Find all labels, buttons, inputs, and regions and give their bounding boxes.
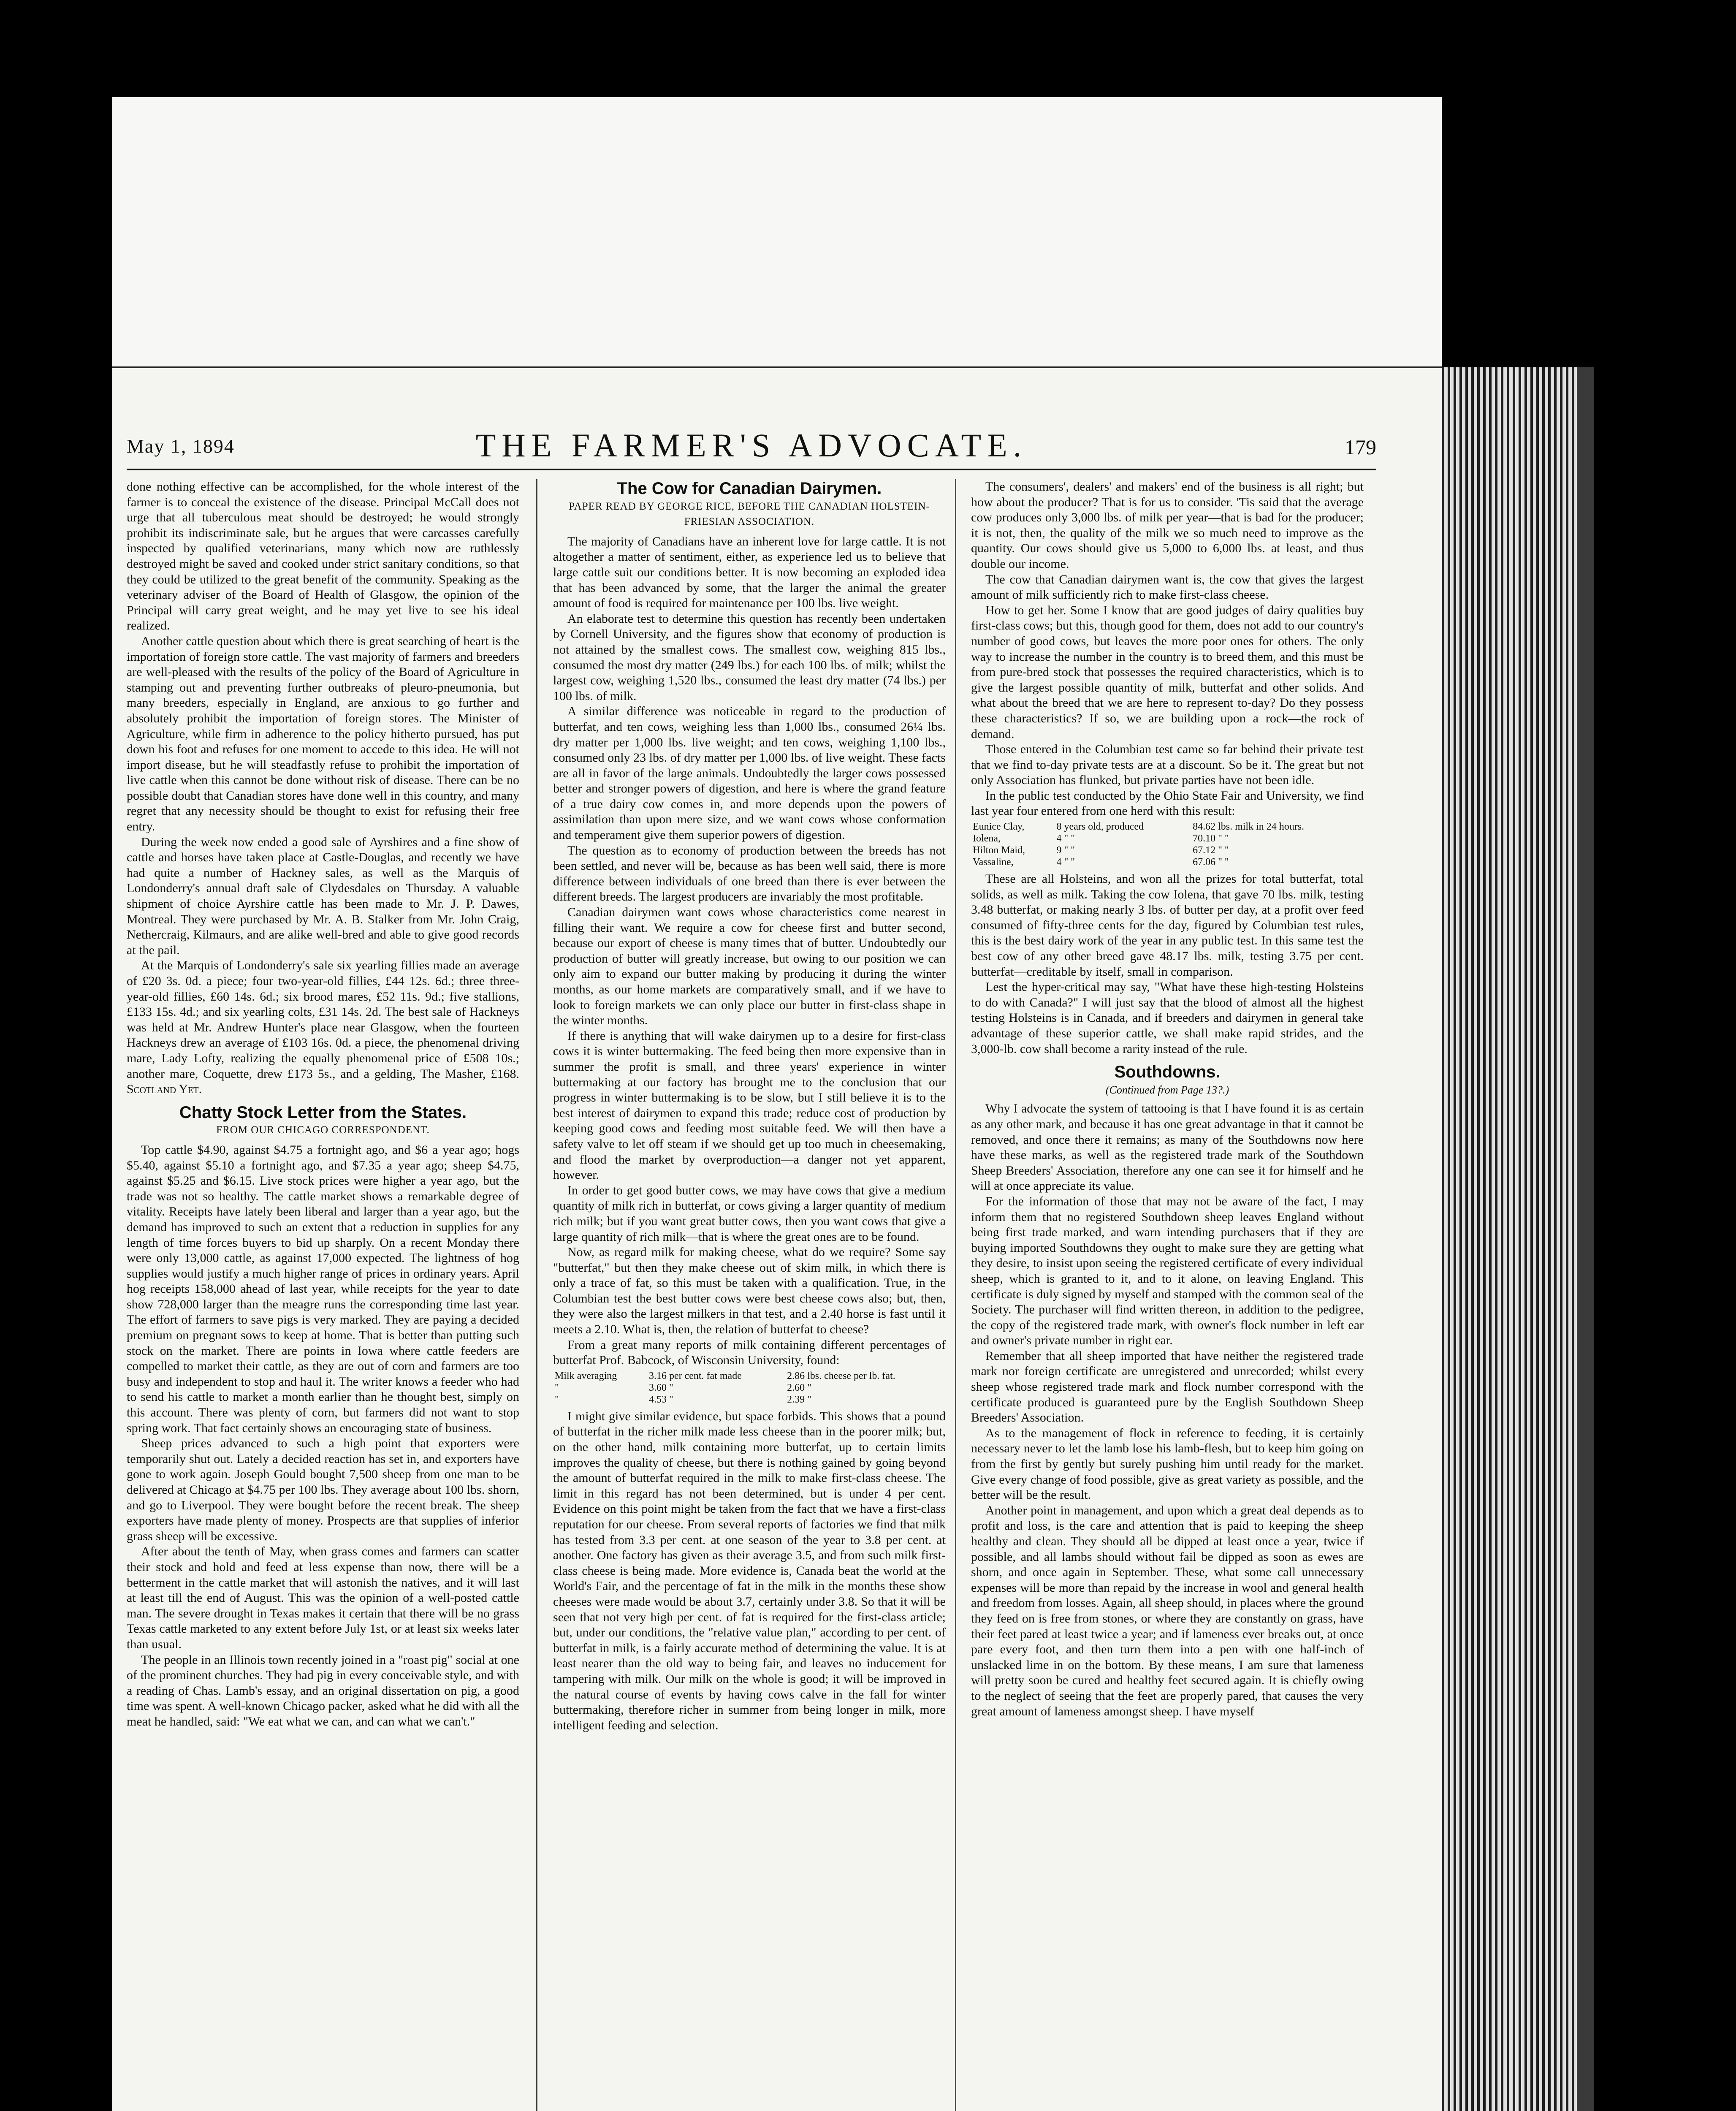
paragraph: The consumers', dealers' and makers' end of the business is all right; but how about the producer? That is for us to consider. 'Tis said that the average cow produces only 3,000 lbs. of milk per year—that is bad for the producer; it is not, then, the quality of the milk we so much need to improve as the quantity. Our cows should give us 5,000 to 6,000 lbs. at least, and thus double our income. bbox=[971, 480, 1364, 571]
table-cell: 2.39 " bbox=[787, 1394, 811, 1405]
book-spine-shadow bbox=[1577, 367, 1594, 2111]
paragraph: Remember that all sheep imported that have neither the registered trade mark nor foreign certificate are unregistered and unrecorded; whilst every sheep whose registered trade mark and flock number correspond with the certificate produced is guaranteed pure by the English Southdown Sheep Breeders' Association. bbox=[971, 1349, 1364, 1425]
paragraph: In order to get good butter cows, we may have cows that give a medium quantity of milk rich in butterfat, or cows giving a larger quantity of medium rich milk; but if you want great butter cows, then you want cows that give a large quantity of rich milk—that is where the great ones are to be found. bbox=[553, 1183, 946, 1244]
article-byline: PAPER READ BY GEORGE RICE, BEFORE THE CANADIAN HOLSTEIN-FRIESIAN ASSOCIATION. bbox=[569, 500, 930, 528]
table-cell: Iolena, bbox=[973, 833, 1001, 844]
paragraph: Now, as regard milk for making cheese, what do we require? Some say "butterfat," but then they make cheese out of skim milk, in which there is only a trace of fat, so this must be taken with a qualification. True, in the Columbian test the best butter cows were best cheese cows also; but, then, they were also the largest milkers in that test, and a 2.40 horse is fast until it meets a 2.10. What is, then, the relation of butterfat to cheese? bbox=[553, 1245, 946, 1337]
column-separator bbox=[955, 479, 956, 2111]
paragraph: Lest the hyper-critical may say, "What have these high-testing Holsteins to do with Canada?" I will just say that the blood of almost all the highest testing Holsteins is in Canada, and if breeders and dairymen in general take advantage of these superior cattle, we shall make rapid strides, and the 3,000-lb. cow shall become a rarity instead of the rule. bbox=[971, 980, 1364, 1056]
page-number: 179 bbox=[1345, 435, 1376, 459]
paragraph: If there is anything that will wake dairymen up to a desire for first-class cows it is winter buttermaking. The feed being then more expensive than in summer the profit is small, and three years' experience in winter buttermaking at our factory has brought me to the conclusion that our progress in winter buttermaking is to be slow, but I still believe it is to the best interest of dairymen to expand this trade; reduce cost of production by keeping good cows and feeding most suitable feed. We will then have a safety valve to let off steam if we should get up too much in cheesemaking, and flood the market by overproduction—a danger not yet apparent, however. bbox=[553, 1028, 946, 1182]
article-headline: Chatty Stock Letter from the States. bbox=[179, 1103, 467, 1122]
column-1 bbox=[127, 479, 519, 2111]
table-cell: 8 years old, produced bbox=[1056, 821, 1144, 833]
table-cell: 67.06 " " bbox=[1193, 857, 1229, 868]
table-cell: 9 " " bbox=[1056, 845, 1075, 856]
paragraph: Sheep prices advanced to such a high point that exporters were temporarily shut out. Lately a decided reaction has set in, and exporters have gone to work again. Joseph Gould bought 7,500 sheep from one man to be delivered at Chicago at $4.75 per 100 lbs. They average about 100 lbs. shorn, and go to Liverpool. They were bought before the recent break. The sheep exporters have made plenty of money. Prospects are that supplies of inferior grass sheep will be excessive. bbox=[127, 1436, 519, 1543]
table-row bbox=[553, 1394, 946, 1406]
issue-date: May 1, 1894 bbox=[127, 435, 235, 457]
paragraph: done nothing effective can be accomplished, for the whole interest of the farmer is to conceal the existence of the disease. Principal McCall does not urge that all tuberculous meat should be destroyed; he would strongly prohibit its indiscriminate sale, but he argues that were carcasses carefully inspected by qualified veterinarians, many which now are ruthlessly destroyed might be saved and cooked under strict sanitary conditions, so that they could be utilized to the great benefit of the community. Speaking as the veterinary adviser of the Board of Health of Glasgow, the opinion of the Principal will carry great weight, and he may yet live to see his ideal realized. bbox=[127, 480, 519, 633]
table-cell: " bbox=[555, 1394, 559, 1405]
column-3 bbox=[971, 479, 1364, 2111]
article-headline: The Cow for Canadian Dairymen. bbox=[617, 479, 882, 498]
table-cell: Eunice Clay, bbox=[973, 821, 1025, 833]
table-cell: 4.53 " bbox=[648, 1394, 673, 1405]
table-cell: Hilton Maid, bbox=[973, 845, 1025, 856]
paragraph: In the public test conducted by the Ohio State Fair and University, we find last year four entered from one herd with this result: bbox=[971, 788, 1364, 818]
table-cell: 4 " " bbox=[1056, 833, 1075, 844]
paragraph: After about the tenth of May, when grass comes and farmers can scatter their stock and hold and feed at less expense than now, there will be a betterment in the cattle market that will astonish the natives, and it will last at least till the end of August. This was the opinion of a well-posted cattle man. The severe drought in Texas makes it certain that there will be no grass Texas cattle marketed to any extent before July 1st, or at least six weeks later than usual. bbox=[127, 1544, 519, 1651]
paragraph: These are all Holsteins, and won all the prizes for total butterfat, total solids, as well as milk. Taking the cow Iolena, that gave 70 lbs. milk, testing 3.48 butterfat, or making nearly 3 lbs. of butter per day, at a profit over feed consumed of fifty-three cents for the day, figured by Columbian test rules, this is the best dairy work of the year in any public test. In this same test the best cow of any other breed gave 48.17 lbs. milk, testing 3.75 per cent. butterfat—creditable by itself, small in comparison. bbox=[971, 872, 1364, 979]
paragraph bbox=[127, 958, 519, 1097]
table-cell: 2.60 " bbox=[787, 1382, 811, 1393]
table-row bbox=[971, 844, 1364, 856]
masthead-title: THE FARMER'S ADVOCATE. bbox=[475, 427, 1028, 464]
table-cell: " bbox=[555, 1382, 559, 1393]
paragraph: Why I advocate the system of tattooing is that I have found it is as certain as any other mark, and because it has one great advantage in that it cannot be removed, and once there it remains; as many of the Southdowns now here have these marks, as well as the registered trade mark of the Southdown Sheep Breeders' Association, therefore any one can see it for himself and he will at once appreciate its value. bbox=[971, 1102, 1364, 1193]
article-byline: FROM OUR CHICAGO CORRESPONDENT. bbox=[216, 1124, 430, 1136]
cow-test-table bbox=[971, 821, 1364, 868]
paragraph: The majority of Canadians have an inherent love for large cattle. It is not altogether a matter of sentiment, either, as experience led us to believe that large cattle suit our conditions better. It is now becoming an exploded idea that has been advanced by some, that the larger the animal the greater amount of food is required for maintenance per 100 lbs. live weight. bbox=[553, 534, 946, 611]
paragraph: Those entered in the Columbian test came so far behind their private test that we find to-day private tests are at a discount. So be it. The great but not only Association has flunked, but private parties have not been idle. bbox=[971, 742, 1364, 787]
table-cell: Vassaline, bbox=[973, 857, 1014, 868]
table-cell: 4 " " bbox=[1056, 857, 1075, 868]
paragraph: I might give similar evidence, but space forbids. This shows that a pound of butterfat in the richer milk made less cheese than in the poorer milk; but, on the other hand, milk containing more butterfat, up to certain limits improves the quality of cheese, but there is nothing gained by going beyond the amount of butterfat required in the milk to make first-class cheese. The limit in this regard has not been determined, but is under 4 per cent. Evidence on this point might be taken from the fact that we have a first-class reputation for our cheese. From several reports of factories we find that milk has tested from 3.3 per cent. at one season of the year to 3.8 per cent. at another. One factory has given as their average 3.5, and from such milk first-class cheese is being made. More evidence is, Canada beat the world at the World's Fair, and the percentage of fat in the milk in the months these show cheeses were made would be about 3.7, certainly under 3.8. So that it will be seen that not very high per cent. of fat is required for the first-class article; but, under our conditions, the "relative value plan," according to per cent. of butterfat in milk, is a fairly accurate method of determining the value. It is at least nearer than the old way to being fair, and leaves no inducement for tampering with milk. Our milk on the whole is good; it will be improved in the natural course of events by having cows calve in the fall for winter buttermaking, therefore richer in summer from being longer in milk, more intelligent feeding and selection. bbox=[553, 1409, 946, 1732]
article-headline: Southdowns. bbox=[1114, 1063, 1221, 1082]
paragraph: How to get her. Some I know that are good judges of dairy qualities buy first-class cows; but this, though good for them, does not add to our country's number of good cows, but leaves the more poor ones for others. The only way to increase the number in the country is to breed them, and this must be from pure-bred stock that possesses the required characteristics, which is to give the largest possible quantity of milk, butterfat and other solids. And what about the breed that we are here to represent to-day? Do they possess these characteristics? If so, we are building upon a rock—the rock of demand. bbox=[971, 603, 1364, 741]
paragraph: A similar difference was noticeable in regard to the production of butterfat, and ten cows, weighing less than 1,000 lbs., consumed 26¼ lbs. dry matter per 1,000 lbs. live weight; and ten cows, weighing 1,100 lbs., consumed only 23 lbs. of dry matter per 1,000 lbs. of live weight. These facts are all in favor of the large animals. Undoubtedly the larger cows possessed better and stronger powers of digestion, and here is where the grand feature of a true dairy cow comes in, and more depends upon the powers of assimilation than upon mere size, and we want cows whose conformation and temperament give them superior powers of digestion. bbox=[553, 704, 946, 842]
table-cell: 70.10 " " bbox=[1193, 833, 1229, 844]
column-separator bbox=[536, 479, 537, 2111]
column-2 bbox=[553, 479, 946, 2111]
paragraph: As to the management of flock in reference to feeding, it is certainly necessary never to let the lamb lose his lamb-flesh, but to keep him going on from the first by gently but surely pushing him until ready for the market. Give every change of food possible, give as great variety as possible, and the better will be the result. bbox=[971, 1426, 1364, 1502]
page-header bbox=[127, 426, 1376, 464]
paragraph: Canadian dairymen want cows whose characteristics come nearest in filling their want. We require a cow for cheese first and butter second, because our export of cheese is many times that of butter. Undoubtedly our production of butter will greatly increase, but owing to our position we can only aim to expand our butter making by producing it during the winter months, as our home markets are comparatively small, and if we have to look to foreign markets we can only place our butter in first-class shape in the winter months. bbox=[553, 905, 946, 1028]
paragraph: The question as to economy of production between the breeds has not been settled, and never will be, because as has been well said, there is more difference between individuals of one breed than there is ever between the different breeds. The largest producers are invariably the most profitable. bbox=[553, 843, 946, 904]
fold-line bbox=[112, 366, 1442, 368]
continued-note: (Continued from Page 13?.) bbox=[1105, 1083, 1229, 1096]
paragraph: From a great many reports of milk containing different percentages of butterfat Prof. Babcock, of Wisconsin University, found: bbox=[553, 1338, 946, 1368]
paragraph: An elaborate test to determine this question has recently been undertaken by Cornell University, and the figures show that economy of production is not attained by the smallest cows. The smallest cow, weighing 815 lbs., consumed the most dry matter (249 lbs.) for each 100 lbs. of milk; whilst the largest cow, weighing 1,520 lbs., consumed the least dry matter (74 lbs.) per 100 lbs. of milk. bbox=[553, 611, 946, 703]
table-row bbox=[553, 1370, 946, 1382]
blank-leaf bbox=[112, 97, 1442, 367]
paragraph: The people in an Illinois town recently joined in a "roast pig" social at one of the prominent churches. They had pig in every conceivable style, and with a reading of Chas. Lamb's essay, and an original dissertation on pig, a good time was spent. A well-known Chicago packer, asked what he did with all the meat he handled, said: "We eat what we can, and can what we can't." bbox=[127, 1652, 519, 1728]
table-row bbox=[971, 833, 1364, 844]
table-cell: 3.60 " bbox=[648, 1382, 673, 1393]
paragraph: The cow that Canadian dairymen want is, the cow that gives the largest amount of milk sufficiently rich to make first-class cheese. bbox=[971, 572, 1364, 602]
paragraph: For the information of those that may not be aware of the fact, I may inform them that no registered Southdown sheep leaves England without being first trade marked, and warn intending purchasers that if they are buying imported Southdowns they ought to make sure they are getting what they desire, to insist upon seeing the registered certificate of every individual sheep, which is granted to it, and to it alone, on leaving England. This certificate is duly signed by myself and stamped with the common seal of the Society. The purchaser will find written thereon, in addition to the pedigree, the copy of the registered trade mark, with owner's flock number in left ear and owner's private number in right ear. bbox=[971, 1194, 1364, 1348]
table-row bbox=[971, 821, 1364, 833]
paragraph: Another cattle question about which there is great searching of heart is the importation of foreign store cattle. The vast majority of farmers and breeders are well-pleased with the results of the policy of the Board of Agriculture in stamping out and preventing further outbreaks of pleuro-pneumonia, but many breeders, especially in England, are anxious to go further and absolutely prohibit the importation of foreign stores. The Minister of Agriculture, while firm in adherence to the policy hitherto pursued, has put down his foot and refuses for one moment to accede to this idea. He will not import disease, but he will steadfastly refuse to prohibit the importation of live cattle when this cannot be done without risk of disease. There can be no possible doubt that Canadian stores have done well in this country, and many regret that any necessity should be thought to exist for refusing their free entry. bbox=[127, 634, 519, 834]
header-rule bbox=[127, 469, 1376, 470]
paragraph-text: At the Marquis of Londonderry's sale six yearling fillies made an average of £20 3s. 0d. a piece; four two-year-old fillies, £44 12s. 6d.; three three-year-old fillies, £60 14s. 6d.; six brood mares, £52 11s. 9d.; five stallions, £133 15s. 4d.; and six yearling colts, £31 14s. 2d. The best sale of Hackneys was held at Mr. Andrew Hunter's place near Glasgow, when the fourteen Hackneys drew an average of £103 16s. 0d. a piece, the phenomenal driving mare, Lady Lofty, realizing the equally phenomenal price of £508 10s.; another mare, Coquette, drew £173 5s., and a gelding, The Masher, £168. bbox=[127, 958, 519, 1081]
book-page-edges bbox=[1442, 367, 1577, 2111]
paragraph: Another point in management, and upon which a great deal depends as to profit and loss, is the care and attention that is paid to keeping the sheep healthy and clean. They should all be dipped at least once a year, twice if possible, and all lambs should without fail be dipped as soon as ewes are shorn, and once again in September. These, what some call unnecessary expenses will be more than repaid by the increase in wool and general health and freedom from losses. Again, all sheep should, in places where the ground they feed on is free from stones, or where they are constantly on grass, have their feet pared at least twice a year; and if lameness ever breaks out, at once pare every foot, and then turn them into a pen with one half-inch of unslacked lime in on the bottom. By these means, I am sure that lameness will pretty soon be cured and healthy feet secured again. It is chiefly owing to the neglect of seeing that the feet are properly pared, that causes the very great amount of lameness amongst sheep. I have myself bbox=[971, 1503, 1364, 1718]
milk-fat-table bbox=[553, 1370, 946, 1406]
table-cell: Milk averaging bbox=[555, 1370, 617, 1381]
table-cell: 3.16 per cent. fat made bbox=[648, 1370, 742, 1381]
signature: Scotland Yet. bbox=[127, 1082, 202, 1096]
paragraph: Top cattle $4.90, against $4.75 a fortnight ago, and $6 a year ago; hogs $5.40, against $5.10 a fortnight ago, and $7.35 a year ago; sheep $4.75, against $5.25 and $6.15. Live stock prices were higher a year ago, but the trade was not so healthy. The cattle market shows a remarkable degree of vitality. Receipts have lately been liberal and larger than a year ago, but the demand has improved to such an extent that a reduction in supplies for any length of time forces buyers to bid up sharply. On a recent Monday there were only 13,000 cattle, as against 17,000 expected. The lightness of hog supplies would justify a much higher range of prices in ordinary years. April hog receipts 158,000 ahead of last year, while receipts for the year to date show 728,000 larger than the meagre runs the corresponding time last year. The effort of farmers to save pigs is very marked. They are paying a decided premium on pregnant sows to keep at home. That is better than putting such stock on the market. There are points in Iowa where cattle feeders are compelled to market their cattle, as they are out of corn and farmers are too busy and independent to stop and haul it. The writer knows a feeder who had to send his cattle to market a month earlier than he thought best, simply on this account. There was plenty of corn, but farmers did not want to stop spring work. That fact certainly shows an encouraging state of business. bbox=[127, 1142, 519, 1435]
table-row bbox=[553, 1382, 946, 1394]
table-row bbox=[971, 856, 1364, 868]
paragraph: During the week now ended a good sale of Ayrshires and a fine show of cattle and horses have taken place at Castle-Douglas, and recently we have had quite a number of Hackney sales, as well as the Marquis of Londonderry's annual draft sale of Clydesdales on Thursday. A valuable shipment of choice Ayrshire cattle has been made to Mr. J. P. Dawes, Montreal. They were purchased by Mr. A. B. Stalker from Mr. John Craig, Nethercraig, Kilmaurs, and are alike well-bred and able to give good records at the pail. bbox=[127, 835, 519, 957]
table-cell: 67.12 " " bbox=[1193, 845, 1229, 856]
table-cell: 2.86 lbs. cheese per lb. fat. bbox=[787, 1370, 895, 1381]
table-cell: 84.62 lbs. milk in 24 hours. bbox=[1193, 821, 1305, 833]
